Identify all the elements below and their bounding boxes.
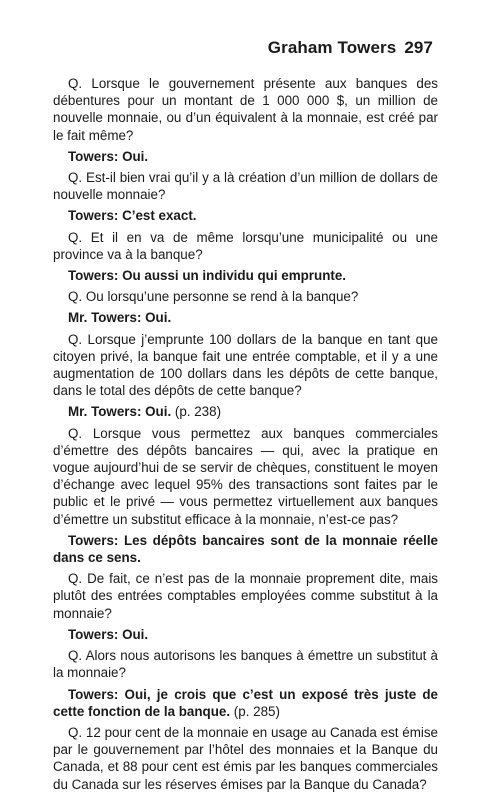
answer-paragraph <box>53 532 438 566</box>
page-reference: (p. 285) <box>230 703 280 719</box>
answer-text: Mr. Towers: Oui. <box>68 310 172 326</box>
question-paragraph <box>53 75 438 144</box>
question-paragraph <box>53 647 438 681</box>
answer-text: Towers: Oui. <box>68 148 149 164</box>
question-text: Q. De fait, ce n’est pas de la monnaie proprement dite, mais plutôt des entrées comptables employées comme substitut à la monnaie? <box>53 571 438 621</box>
question-text: Q. Alors nous autorisons les banques à émettre un substitut à la monnaie? <box>53 648 438 681</box>
running-header <box>268 38 433 58</box>
answer-paragraph <box>53 686 438 720</box>
question-text: Q. Ou lorsqu’une personne se rend à la banque? <box>68 289 359 305</box>
question-paragraph <box>53 425 438 528</box>
answer-text: Towers: C’est exact. <box>68 208 197 224</box>
page-reference: (p. 238) <box>171 404 222 420</box>
answer-paragraph <box>53 626 438 643</box>
answer-text: Towers: Oui. <box>68 626 149 642</box>
answer-text: Towers: Ou aussi un individu qui emprunte. <box>68 268 346 284</box>
question-paragraph <box>53 570 438 622</box>
answer-paragraph <box>53 309 438 326</box>
answer-paragraph <box>53 267 438 284</box>
answer-paragraph <box>53 148 438 165</box>
answer-text: Mr. Towers: Oui. <box>68 404 172 420</box>
page-number: 297 <box>404 38 433 57</box>
question-text: Q. Et il en va de même lorsqu’une municipalité ou une province va à la banque? <box>53 229 438 262</box>
question-text: Q. Lorsque j’emprunte 100 dollars de la banque en tant que citoyen privé, la banque fait une entrée comptable, et il y a une augmentation de 100 dollars dans les dépôts de cette banque, dans le total des dépôts de cette banque? <box>53 331 438 399</box>
question-paragraph <box>53 331 438 400</box>
body-text <box>53 75 438 797</box>
question-text: Q. Lorsque vous permettez aux banques commerciales d’émettre des dépôts bancaires — qui, avec la pratique en vogue aujourd’hui de se servir de chèques, constituent le moyen d’échange avec lequel 95% des transactions sont faites par le public et le privé — vous permettez virtuellement aux banques d’émettre un substitut efficace à la monnaie, n’est-ce pas? <box>53 425 438 527</box>
question-text: Q. Lorsque le gouvernement présente aux banques des débentures pour un montant de 1 000 000 $, un million de nouvelle monnaie, ou d’un équivalent à la monnaie, est créé par le fait même? <box>53 76 438 143</box>
answer-paragraph <box>53 207 438 224</box>
question-paragraph <box>53 724 438 793</box>
question-text: Q. Est-il bien vrai qu’il y a là création d’un million de dollars de nouvelle monnaie? <box>53 170 438 203</box>
question-text: Q. 12 pour cent de la monnaie en usage au Canada est émise par le gouvernement par l’hôtel des monnaies et la Banque du Canada, et 88 pour cent est émis par les banques commerciales du Canada sur les réserves émises par la Banque du Canada? <box>53 724 438 792</box>
question-paragraph <box>53 169 438 203</box>
question-paragraph <box>53 229 438 263</box>
answer-paragraph <box>53 403 438 420</box>
answer-text: Towers: Les dépôts bancaires sont de la monnaie réelle dans ce sens. <box>53 532 438 566</box>
answer-text: Towers: Oui, je crois que c’est un exposé très juste de cette fonction de la banque. <box>53 686 438 719</box>
question-paragraph <box>53 288 438 305</box>
running-header-title: Graham Towers <box>267 38 397 57</box>
